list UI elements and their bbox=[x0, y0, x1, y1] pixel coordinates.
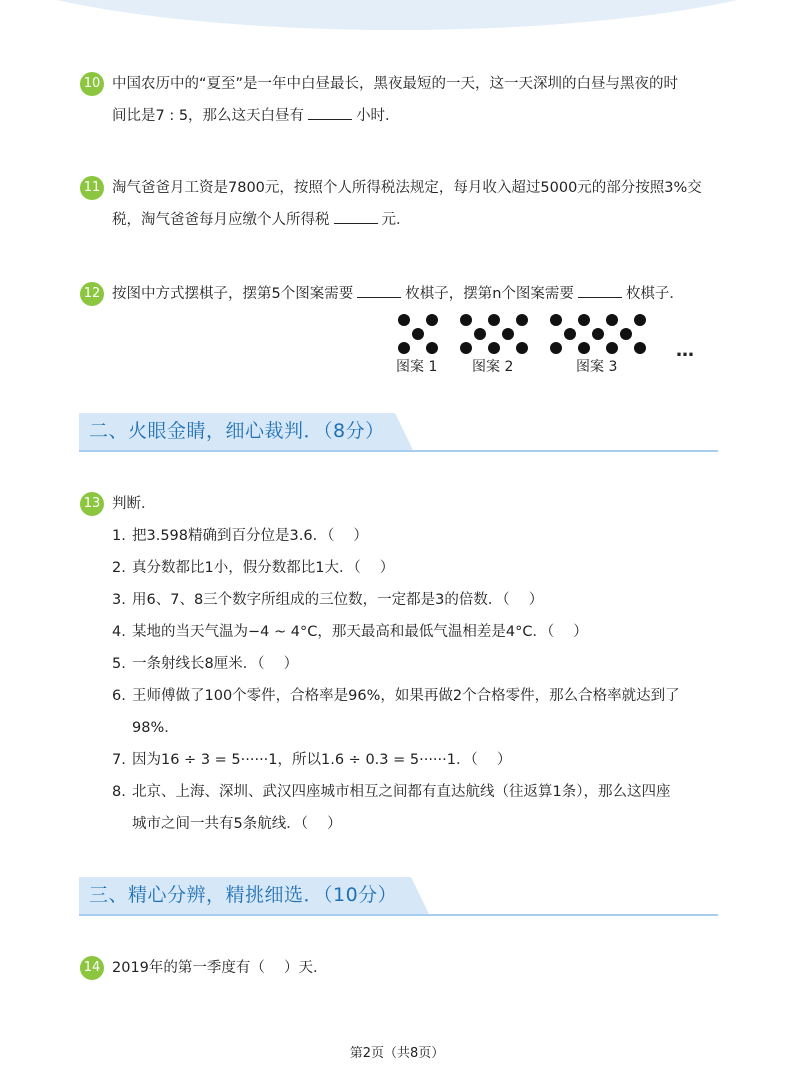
question-12 bbox=[80, 278, 712, 310]
chess-piece bbox=[474, 328, 486, 340]
list-item bbox=[112, 552, 680, 584]
question-13 bbox=[80, 488, 712, 520]
item-number: 6. bbox=[112, 688, 126, 704]
item-number: 7. bbox=[112, 752, 126, 768]
list-item bbox=[112, 584, 680, 616]
item-text: 用6、7、8三个数字所组成的三位数，一定都是3的倍数．（ ） bbox=[132, 592, 544, 608]
page-footer: 第2页（共8页） bbox=[349, 1046, 445, 1061]
item-text: 把3.598精确到百分位是3.6．（ ） bbox=[132, 528, 368, 544]
answer-blank[interactable] bbox=[334, 207, 378, 224]
list-item bbox=[112, 648, 680, 680]
section-header-choice bbox=[79, 877, 718, 914]
chess-piece bbox=[426, 342, 438, 354]
chess-piece bbox=[564, 328, 576, 340]
chess-piece bbox=[592, 328, 604, 340]
chess-piece bbox=[578, 342, 590, 354]
item-text-continued: 城市之间一共有5条航线．（ ） bbox=[132, 816, 342, 832]
item-number: 8. bbox=[112, 784, 126, 800]
chess-piece bbox=[460, 342, 472, 354]
chess-piece bbox=[516, 314, 528, 326]
question-text: 淘气爸爸月工资是7800元，按照个人所得税法规定，每月收入超过5000元的部分按照3%交 bbox=[112, 180, 702, 196]
chess-piece bbox=[412, 328, 424, 340]
ellipsis: … bbox=[676, 340, 696, 361]
answer-blank[interactable] bbox=[357, 281, 401, 298]
question-number: 11 bbox=[80, 176, 104, 200]
question-text: 判断． bbox=[112, 496, 156, 512]
list-item bbox=[112, 520, 680, 552]
item-number: 5. bbox=[112, 656, 126, 672]
item-number: 4. bbox=[112, 624, 126, 640]
chess-piece bbox=[634, 314, 646, 326]
item-text: 北京、上海、深圳、武汉四座城市相互之间都有直达航线（往返算1条），那么这四座 bbox=[132, 784, 671, 800]
section-divider bbox=[79, 914, 718, 916]
section-title: 二、火眼金睛，细心裁判．（8分） bbox=[89, 420, 385, 442]
question-text: 间比是7 : 5，那么这天白昼有 bbox=[112, 108, 305, 124]
item-number: 3. bbox=[112, 592, 126, 608]
chess-piece bbox=[634, 342, 646, 354]
chess-piece bbox=[488, 314, 500, 326]
pattern-caption: 图案 2 bbox=[472, 359, 514, 375]
question-number: 12 bbox=[80, 282, 104, 306]
question-number: 14 bbox=[80, 956, 104, 980]
chess-piece bbox=[620, 328, 632, 340]
item-text: 王师傅做了100个零件，合格率是96%，如果再做2个合格零件，那么合格率就达到了 bbox=[132, 688, 680, 704]
item-text: 因为16 ÷ 3 = 5······1，所以1.6 ÷ 0.3 = 5······1．（ ） bbox=[132, 752, 512, 768]
item-text-continued: 98%． bbox=[132, 720, 179, 736]
question-text: 小时． bbox=[356, 108, 400, 124]
question-text: 2019年的第一季度有（ ）天． bbox=[112, 960, 328, 976]
chess-piece bbox=[606, 342, 618, 354]
item-number: 2. bbox=[112, 560, 126, 576]
chess-piece bbox=[550, 314, 562, 326]
list-item bbox=[112, 776, 680, 840]
question-number: 10 bbox=[80, 72, 104, 96]
section-header-judgment bbox=[79, 413, 718, 450]
question-text: 按图中方式摆棋子，摆第5个图案需要 bbox=[112, 286, 354, 302]
pattern-caption: 图案 1 bbox=[396, 359, 438, 375]
question-text: 元． bbox=[381, 212, 411, 228]
chess-pattern-figure bbox=[390, 312, 710, 382]
list-item bbox=[112, 680, 680, 744]
chess-piece bbox=[398, 314, 410, 326]
question-14 bbox=[80, 952, 712, 984]
chess-piece bbox=[502, 328, 514, 340]
question-text: 税，淘气爸爸每月应缴个人所得税 bbox=[112, 212, 330, 228]
chess-piece bbox=[578, 314, 590, 326]
section-title: 三、精心分辨，精挑细选．（10分） bbox=[89, 884, 398, 906]
chess-piece bbox=[488, 342, 500, 354]
pattern-caption: 图案 3 bbox=[576, 359, 618, 375]
chess-piece bbox=[516, 342, 528, 354]
question-number: 13 bbox=[80, 492, 104, 516]
item-number: 1. bbox=[112, 528, 126, 544]
answer-blank[interactable] bbox=[308, 103, 352, 120]
chess-piece bbox=[426, 314, 438, 326]
question-10 bbox=[80, 68, 712, 132]
chess-piece bbox=[460, 314, 472, 326]
header-decoration bbox=[0, 0, 794, 30]
item-text: 某地的当天气温为−4 ~ 4°C，那天最高和最低气温相差是4°C．（ ） bbox=[132, 624, 588, 640]
section-divider bbox=[79, 450, 718, 452]
judgment-list bbox=[112, 520, 680, 840]
item-text: 真分数都比1小，假分数都比1大．（ ） bbox=[132, 560, 395, 576]
chess-piece bbox=[398, 342, 410, 354]
question-text: 枚棋子． bbox=[625, 286, 684, 302]
list-item bbox=[112, 616, 680, 648]
answer-blank[interactable] bbox=[578, 281, 622, 298]
item-text: 一条射线长8厘米．（ ） bbox=[132, 656, 299, 672]
chess-piece bbox=[550, 342, 562, 354]
question-text: 枚棋子，摆第n个图案需要 bbox=[405, 286, 574, 302]
chess-piece bbox=[606, 314, 618, 326]
list-item bbox=[112, 744, 680, 776]
question-11 bbox=[80, 172, 712, 236]
question-text: 中国农历中的“夏至”是一年中白昼最长，黑夜最短的一天，这一天深圳的白昼与黑夜的时 bbox=[112, 76, 679, 92]
